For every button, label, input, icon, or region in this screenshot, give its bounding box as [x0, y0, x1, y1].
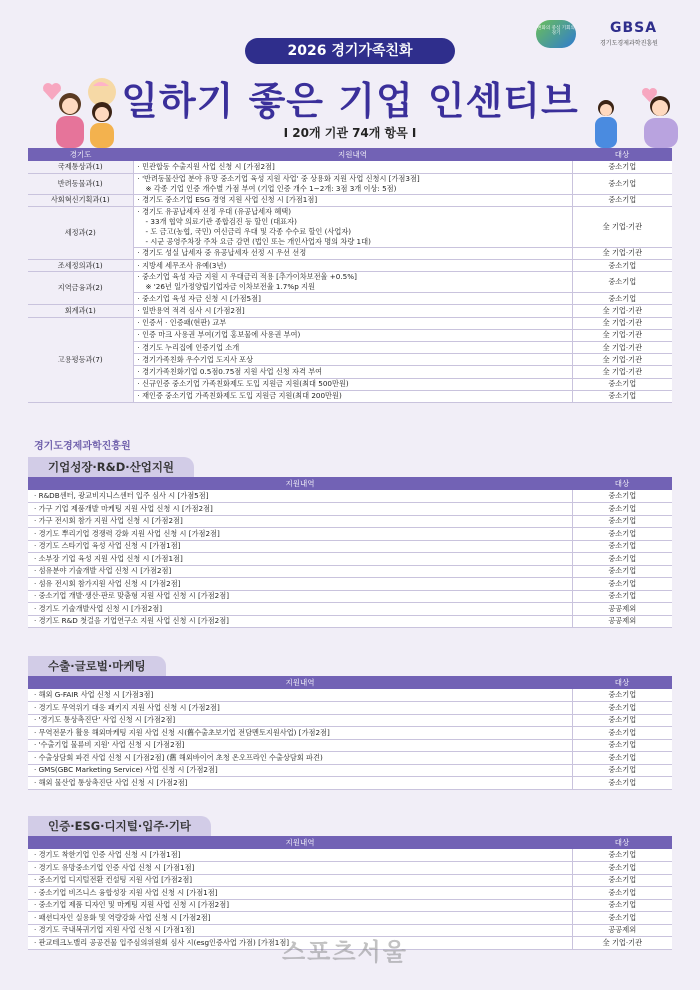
support-cell: · 소부장 기업 육성 지원 사업 신청 시 [가점1점] — [28, 553, 572, 566]
family-illustration-right — [580, 84, 690, 148]
support-cell: · GMS(GBC Marketing Service) 사업 신청 시 [가점2점] — [28, 764, 572, 777]
support-cell: · 수출상담회 파견 사업 신청 시 [가점2점] (舊 해외바이어 초청 온오프라인 수출상담회 파견) — [28, 752, 572, 765]
target-cell: 공공제외 — [572, 615, 672, 628]
support-text: · 신규인증 중소기업 가족친화제도 도입 지원금 지원(최대 500만원) — [137, 379, 349, 389]
target-cell: 중소기업 — [572, 887, 672, 900]
support-text: · 인증서 · 인증패(현판) 교부 — [137, 318, 227, 328]
section-table-header — [28, 676, 672, 689]
header — [0, 0, 700, 148]
section-table — [28, 676, 672, 790]
support-text: · 중소기업 육성 자금 신청 시 [가점5점] — [137, 293, 261, 303]
table-row — [28, 528, 672, 541]
table-row — [28, 912, 672, 925]
section-export — [28, 655, 672, 790]
target-cell: 공공제외 — [572, 924, 672, 937]
support-text: · 경기도 유공납세자 선정 우대 (유공납세자 혜택) — [137, 206, 292, 216]
support-text: · 재인증 중소기업 가족친화제도 도입 지원금 지원(최대 200만원) — [137, 391, 342, 401]
support-text: · 일반용역 적격 심사 시 [가점2점] — [137, 306, 245, 316]
support-cell — [133, 354, 572, 366]
gyeonggi-table-header — [28, 148, 672, 161]
target-cell: 중소기업 — [572, 777, 672, 790]
dept-cell: 조세정의과(1) — [28, 260, 133, 272]
col-support-header: 지원내역 — [28, 676, 572, 689]
table-row — [28, 689, 672, 702]
target-cell: 全 기업·기관 — [572, 317, 672, 329]
support-cell: · '수출기업 물류비 지원' 사업 신청 시 [가점2점] — [28, 739, 572, 752]
table-row — [28, 590, 672, 603]
col-support-header: 지원내역 — [28, 836, 572, 849]
target-cell: 중소기업 — [572, 849, 672, 862]
table-row — [28, 764, 672, 777]
target-cell: 중소기업 — [572, 565, 672, 578]
support-text: · 인증 마크 사용권 부여(기업 홍보물에 사용권 부여) — [137, 330, 301, 340]
support-cell: · 경기도 R&D 첫걸음 기업연구소 지원 사업 신청 시 [가점2점] — [28, 615, 572, 628]
section-table-header — [28, 477, 672, 490]
support-cell: · R&DB센터, 광교비지니스센터 입주 심사 시 [가점5점] — [28, 490, 572, 503]
target-cell: 중소기업 — [572, 272, 672, 293]
support-cell — [133, 260, 572, 272]
support-cell: · 중소기업 제품 디자인 및 마케팅 지원 사업 신청 시 [가점2점] — [28, 899, 572, 912]
col-target-header: 대상 — [572, 676, 672, 689]
family-illustration-left — [30, 78, 130, 148]
table-row — [28, 173, 672, 194]
target-cell: 全 기업·기관 — [572, 329, 672, 341]
support-cell: · 경기도 국내복귀기업 지원 사업 신청 시 [가점1점] — [28, 924, 572, 937]
section-growth — [28, 456, 672, 628]
support-cell: · 가구 전시회 참가 지원 사업 신청 시 [가점2점] — [28, 515, 572, 528]
target-cell: 중소기업 — [572, 874, 672, 887]
page-title: 일하기 좋은 기업 인센티브 — [121, 79, 579, 123]
table-row — [28, 702, 672, 715]
table-row — [28, 714, 672, 727]
support-cell: · 패션디자인 실용화 및 역량강화 사업 신청 시 [가점2점] — [28, 912, 572, 925]
support-cell: · 가구 기업 제품개발 마케팅 지원 사업 신청 시 [가점2점] — [28, 503, 572, 516]
support-cell — [133, 329, 572, 341]
target-cell: 중소기업 — [572, 578, 672, 591]
table-row — [28, 874, 672, 887]
table-row — [28, 540, 672, 553]
target-cell: 중소기업 — [572, 689, 672, 702]
support-cell: · 무역전문가 활용 해외마케팅 지원 사업 신청 시(舊수출초보기업 전담멘토지원사업) [가점2점] — [28, 727, 572, 740]
target-cell: 중소기업 — [572, 702, 672, 715]
section-table — [28, 477, 672, 628]
target-cell: 중소기업 — [572, 528, 672, 541]
gyeonggi-logo: 변화의 중심 기회의 경기 — [536, 20, 576, 48]
table-row — [28, 899, 672, 912]
table-row — [28, 317, 672, 329]
support-note: - 33개 협약 의료기관 종합검진 등 할인 (대표자) — [145, 216, 297, 226]
dept-cell: 국제통상과(1) — [28, 161, 133, 173]
support-text: · 경기가족친화기업 0.5점0.75점 지원 사업 신청 자격 부여 — [137, 366, 323, 376]
support-note: ※ 각종 기업 인증 개수별 가점 부여 (기업 인증 개수 1~2개: 3점 3개 이상: 5점) — [145, 183, 397, 193]
support-note: ※ '26년 일가정양립기업자금 이차보전율 1.7%p 지원 — [145, 282, 315, 292]
gbsa-logo-subtitle: 경기도경제과학진흥원 — [600, 40, 658, 47]
support-text: · 경기가족친화 우수기업 도지사 포상 — [137, 354, 254, 364]
target-cell: 중소기업 — [572, 752, 672, 765]
section-title: 인증·ESG·디지털·입주·기타 — [28, 816, 211, 836]
dept-cell: 지역금융과(2) — [28, 272, 133, 305]
watermark: 스포츠서울 — [282, 938, 408, 966]
support-cell: · 경기도 유망중소기업 인증 사업 신청 시 [가점1점] — [28, 862, 572, 875]
target-cell: 全 기업·기관 — [572, 354, 672, 366]
support-text: · 민관합동 수출지원 사업 신청 시 [가점2점] — [137, 161, 275, 171]
dept-cell: 세정과(2) — [28, 206, 133, 259]
target-cell: 중소기업 — [572, 540, 672, 553]
target-cell: 중소기업 — [572, 912, 672, 925]
target-cell: 全 기업·기관 — [572, 366, 672, 378]
support-cell — [133, 378, 572, 390]
section-title: 수출·글로벌·마케팅 — [28, 656, 166, 676]
table-row — [28, 260, 672, 272]
table-row — [28, 849, 672, 862]
table-row — [28, 565, 672, 578]
support-cell: · 경기도 뿌리기업 경쟁력 강화 지원 사업 신청 시 [가점2점] — [28, 528, 572, 541]
support-cell — [133, 305, 572, 317]
table-row — [28, 777, 672, 790]
target-cell: 중소기업 — [572, 378, 672, 390]
section-title: 기업성장·R&D·산업지원 — [28, 457, 194, 477]
table-row — [28, 305, 672, 317]
table-row — [28, 862, 672, 875]
support-note: - 시군 공영주차장 주차 요금 감면 (법인 또는 개인사업자 명의 차량 1대) — [145, 236, 371, 246]
target-cell: 중소기업 — [572, 739, 672, 752]
target-cell: 중소기업 — [572, 899, 672, 912]
support-text: · 경기도 성실 납세자 중 유공납세자 선정 시 우선 선정 — [137, 248, 307, 258]
col-support-header: 지원내역 — [28, 477, 572, 490]
page-subtitle: Ι 20개 기관 74개 항목 Ι — [283, 126, 417, 140]
support-cell — [133, 206, 572, 247]
target-cell: 중소기업 — [572, 490, 672, 503]
support-cell — [133, 390, 572, 402]
support-cell: · 경기도 착한기업 인증 사업 신청 시 [가점1점] — [28, 849, 572, 862]
table-row — [28, 553, 672, 566]
support-text: · 중소기업 육성 자금 지원 시 우대금리 적용 [추가이차보전율 +0.5%] — [137, 272, 357, 282]
table-row — [28, 752, 672, 765]
dept-cell: 고용평등과(7) — [28, 317, 133, 402]
table-row — [28, 206, 672, 247]
support-cell: · 해외 G-FAIR 사업 신청 시 [가점3점] — [28, 689, 572, 702]
table-row — [28, 503, 672, 516]
target-cell: 중소기업 — [572, 173, 672, 194]
section-table-header — [28, 836, 672, 849]
target-cell: 중소기업 — [572, 862, 672, 875]
table-row — [28, 272, 672, 293]
support-text: · 경기도 중소기업 ESG 경영 지원 사업 신청 시 [가점1점] — [137, 195, 318, 205]
support-cell: · 중소기업 개발·생산·판로 맞춤형 지원 사업 신청 시 [가점2점] — [28, 590, 572, 603]
support-cell — [133, 272, 572, 293]
dept-cell: 반려동물과(1) — [28, 173, 133, 194]
table-row — [28, 490, 672, 503]
col-target-header: 대상 — [572, 477, 672, 490]
target-cell: 중소기업 — [572, 260, 672, 272]
support-cell — [133, 161, 572, 173]
gyeonggi-table — [28, 148, 672, 403]
support-cell — [133, 194, 572, 206]
table-row — [28, 739, 672, 752]
target-cell: 중소기업 — [572, 714, 672, 727]
table-row — [28, 194, 672, 206]
support-cell: · 중소기업 디지털전환 컨설팅 지원 사업 [가점2점] — [28, 874, 572, 887]
support-cell: · 중소기업 비즈니스 융합성장 지원 사업 신청 시 [가점1점] — [28, 887, 572, 900]
support-cell: · '경기도 통상촉진단' 사업 신청 시 [가점2점] — [28, 714, 572, 727]
target-cell: 중소기업 — [572, 727, 672, 740]
support-cell: · 섬유 전시회 참가지원 사업 신청 시 [가점2점] — [28, 578, 572, 591]
col-target-header: 대상 — [572, 148, 672, 161]
year-pill: 2026 경기가족친화 — [245, 38, 455, 64]
support-cell: · 경기도 스타기업 육성 사업 신청 시 [가점1점] — [28, 540, 572, 553]
target-cell: 중소기업 — [572, 553, 672, 566]
support-note: - 도 금고(농협, 국민) 여신금리 우대 및 각종 수수료 할인 (사업자) — [145, 226, 352, 236]
support-cell: · 판교테크노밸리 공공건물 입주심의위원회 심사 시(esg인증사업 가점) [가점1점] — [28, 937, 572, 950]
target-cell: 全 기업·기관 — [572, 937, 672, 950]
support-cell: · 경기도 기술개발사업 신청 시 [가점2점] — [28, 603, 572, 616]
support-cell — [133, 317, 572, 329]
support-cell — [133, 293, 572, 305]
table-row — [28, 578, 672, 591]
support-text: · 지방세 세무조사 유예(3년) — [137, 260, 227, 270]
table-row — [28, 887, 672, 900]
target-cell: 중소기업 — [572, 764, 672, 777]
support-text: · '반려동물산업 분야 유망 중소기업 육성 지원 사업' 중 상용화 지원 사업 신청시 [가점3점] — [137, 173, 420, 183]
support-cell — [133, 366, 572, 378]
support-cell — [133, 247, 572, 259]
target-cell: 중소기업 — [572, 161, 672, 173]
gbsa-section-label: 경기도경제과학진흥원 — [34, 441, 131, 452]
col-support-header: 지원내역 — [133, 148, 572, 161]
col-target-header: 대상 — [572, 836, 672, 849]
support-cell — [133, 342, 572, 354]
target-cell: 중소기업 — [572, 293, 672, 305]
target-cell: 全 기업·기관 — [572, 247, 672, 259]
section-certification — [28, 815, 672, 950]
target-cell: 중소기업 — [572, 390, 672, 402]
table-row — [28, 515, 672, 528]
support-cell: · 해외 물산업 통상촉진단 사업 신청 시 [가점2점] — [28, 777, 572, 790]
target-cell: 全 기업·기관 — [572, 206, 672, 247]
table-row — [28, 603, 672, 616]
target-cell: 공공제외 — [572, 603, 672, 616]
dept-cell: 사회혁신기획과(1) — [28, 194, 133, 206]
col-dept-header: 경기도 — [28, 148, 133, 161]
table-row — [28, 161, 672, 173]
support-cell — [133, 173, 572, 194]
target-cell: 중소기업 — [572, 590, 672, 603]
support-cell: · 섬유분야 기술개발 사업 신청 시 [가점2점] — [28, 565, 572, 578]
gbsa-logo: GBSA — [610, 20, 658, 36]
table-row — [28, 727, 672, 740]
table-row — [28, 615, 672, 628]
target-cell: 全 기업·기관 — [572, 305, 672, 317]
dept-cell: 회계과(1) — [28, 305, 133, 317]
target-cell: 全 기업·기관 — [572, 342, 672, 354]
target-cell: 중소기업 — [572, 194, 672, 206]
support-cell: · 경기도 무역위기 대응 패키지 지원 사업 신청 시 [가점2점] — [28, 702, 572, 715]
support-text: · 경기도 누리집에 인증기업 소개 — [137, 342, 240, 352]
target-cell: 중소기업 — [572, 515, 672, 528]
target-cell: 중소기업 — [572, 503, 672, 516]
